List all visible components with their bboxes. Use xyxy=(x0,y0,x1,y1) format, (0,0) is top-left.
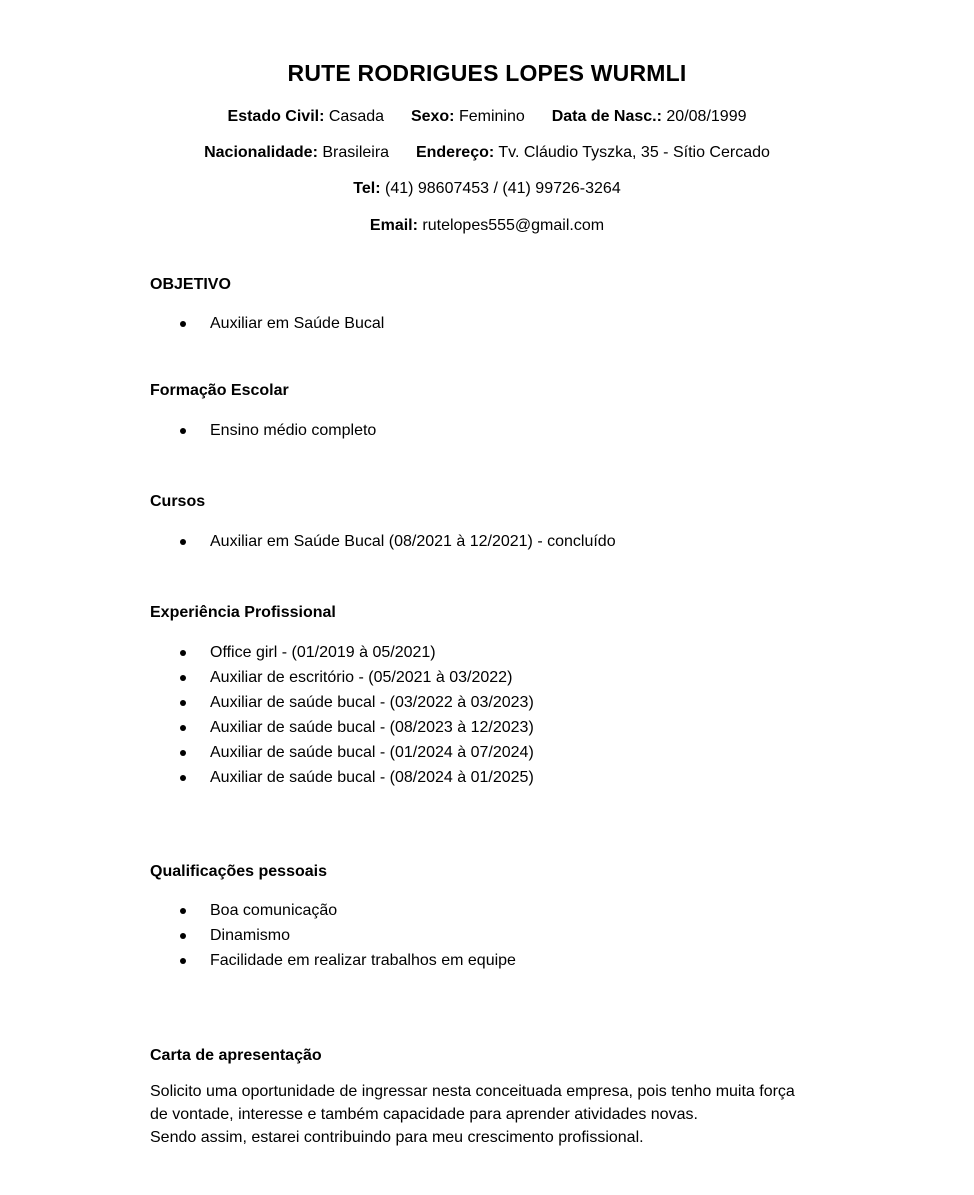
nationality-value: Brasileira xyxy=(322,144,390,161)
bullet-icon xyxy=(180,750,186,756)
bullet-icon xyxy=(180,908,186,914)
list-item: Auxiliar de saúde bucal - (01/2024 à 07/2024) xyxy=(150,740,534,765)
cover-letter-line: Sendo assim, estarei contribuindo para meu crescimento profissional. xyxy=(150,1129,644,1146)
objective-title: OBJETIVO xyxy=(150,276,231,293)
experience-list xyxy=(150,640,534,790)
birth-date-value: 20/08/1999 xyxy=(666,108,747,125)
address-value: Tv. Cláudio Tyszka, 35 - Sítio Cercado xyxy=(498,144,770,161)
objective-list xyxy=(150,311,384,336)
list-item: Dinamismo xyxy=(150,923,516,948)
list-item: Auxiliar de saúde bucal - (08/2024 à 01/2025) xyxy=(150,765,534,790)
education-title: Formação Escolar xyxy=(150,382,289,399)
estado-civil-value: Casada xyxy=(328,108,385,125)
bullet-icon xyxy=(180,958,186,964)
list-item: Office girl - (01/2019 à 05/2021) xyxy=(150,640,534,665)
personal-info-line-1 xyxy=(0,107,974,127)
nationality-label: Nacionalidade: xyxy=(204,144,318,161)
experience-title: Experiência Profissional xyxy=(150,604,336,621)
bullet-icon xyxy=(180,321,186,327)
phone-label: Tel: xyxy=(353,180,381,197)
sexo-label: Sexo: xyxy=(410,108,455,125)
education-list xyxy=(150,418,376,443)
list-item: Boa comunicação xyxy=(150,898,516,923)
phone-value: (41) 98607453 / (41) 99726-3264 xyxy=(384,180,621,197)
list-item: Auxiliar em Saúde Bucal (08/2021 à 12/2021) - concluído xyxy=(150,529,616,554)
qualifications-title: Qualificações pessoais xyxy=(150,863,327,880)
qualifications-list xyxy=(150,898,516,973)
list-item: Auxiliar de saúde bucal - (08/2023 à 12/2023) xyxy=(150,715,534,740)
courses-title: Cursos xyxy=(150,493,206,510)
bullet-icon xyxy=(180,675,186,681)
bullet-icon xyxy=(180,700,186,706)
list-item: Facilidade em realizar trabalhos em equipe xyxy=(150,948,516,973)
bullet-icon xyxy=(180,428,186,434)
list-item: Auxiliar de saúde bucal - (03/2022 à 03/2023) xyxy=(150,690,534,715)
email-line xyxy=(0,216,974,236)
cover-letter-title: Carta de apresentação xyxy=(150,1047,322,1064)
bullet-icon xyxy=(180,539,186,545)
list-item: Ensino médio completo xyxy=(150,418,376,443)
address-label: Endereço: xyxy=(415,144,495,161)
cover-letter-line: Solicito uma oportunidade de ingressar nesta conceituada empresa, pois tenho muita força xyxy=(150,1083,795,1100)
list-item: Auxiliar de escritório - (05/2021 à 03/2022) xyxy=(150,665,534,690)
cover-letter-line: de vontade, interesse e também capacidade para aprender atividades novas. xyxy=(150,1106,698,1123)
estado-civil-label: Estado Civil: xyxy=(227,108,325,125)
bullet-icon xyxy=(180,725,186,731)
courses-list xyxy=(150,529,616,554)
candidate-name: RUTE RODRIGUES LOPES WURMLI xyxy=(287,60,687,86)
sexo-value: Feminino xyxy=(458,108,525,125)
phone-line xyxy=(0,179,974,199)
email-value: rutelopes555@gmail.com xyxy=(422,217,605,234)
email-label: Email: xyxy=(369,217,418,234)
birth-date-label: Data de Nasc.: xyxy=(551,108,662,125)
bullet-icon xyxy=(180,933,186,939)
personal-info-line-2 xyxy=(0,143,974,163)
bullet-icon xyxy=(180,650,186,656)
bullet-icon xyxy=(180,775,186,781)
cover-letter-text xyxy=(150,1080,850,1149)
list-item: Auxiliar em Saúde Bucal xyxy=(150,311,384,336)
